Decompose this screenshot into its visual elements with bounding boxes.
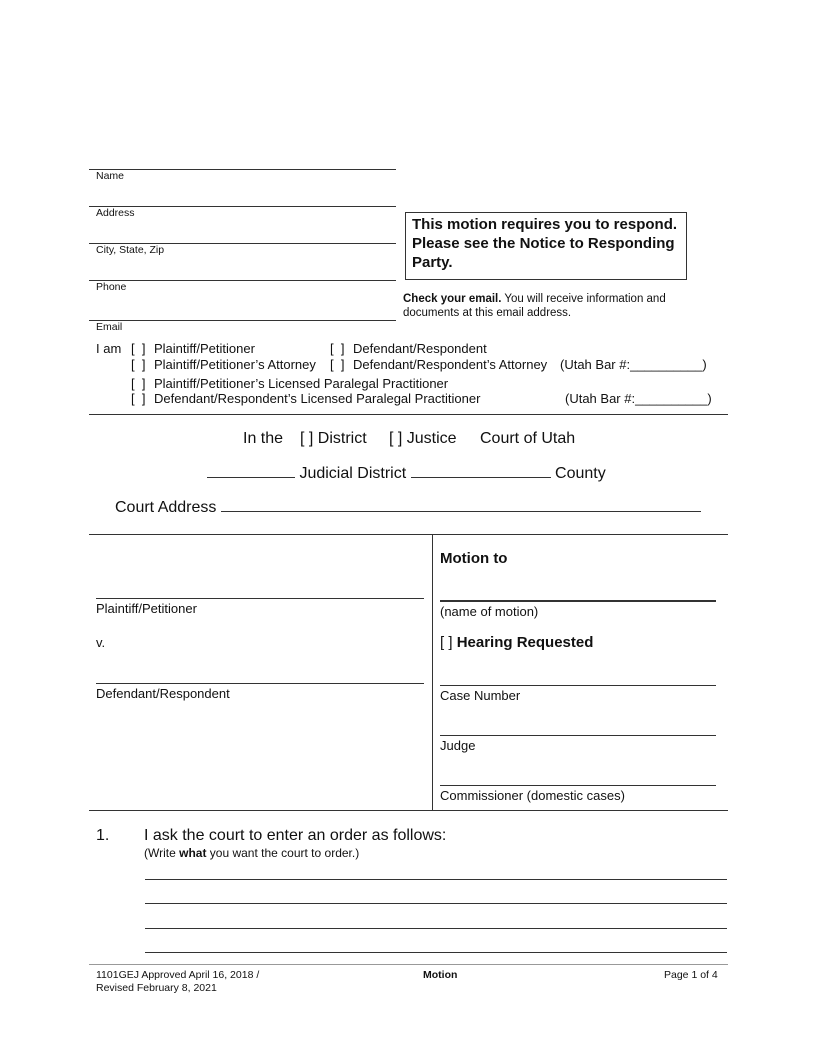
attorney-bar-number[interactable]: (Utah Bar #:__________): [560, 357, 707, 372]
phone-label: Phone: [96, 281, 127, 293]
defendant-attorney-checkbox[interactable]: [ ]: [330, 357, 345, 372]
email-label: Email: [96, 321, 123, 333]
justice-court-checkbox[interactable]: [ ] Justice: [389, 430, 457, 447]
order-line-2[interactable]: [145, 903, 727, 904]
judge-line[interactable]: [440, 735, 716, 736]
item-1-number: 1.: [96, 827, 110, 844]
court-address-label: Court Address: [115, 499, 217, 516]
defendant-attorney-option: Defendant/Respondent’s Attorney: [353, 357, 548, 372]
order-line-4[interactable]: [145, 952, 727, 953]
item-1-hint-prefix: (Write: [144, 846, 180, 860]
judicial-district-row: [207, 464, 606, 483]
item-1-hint-suffix: you want the court to order.): [206, 846, 360, 860]
plaintiff-name-line[interactable]: [96, 598, 424, 599]
plaintiff-lpp-checkbox[interactable]: [ ]: [131, 376, 146, 391]
plaintiff-attorney-option: Plaintiff/Petitioner’s Attorney: [154, 357, 316, 372]
notice-text: This motion requires you to respond. Please see the Notice to Responding Party.: [412, 216, 678, 271]
commissioner-line[interactable]: [440, 785, 716, 786]
court-address-blank[interactable]: [221, 498, 701, 512]
defendant-option: Defendant/Respondent: [353, 341, 487, 356]
defendant-checkbox[interactable]: [ ]: [330, 341, 345, 356]
footer-revised: Revised February 8, 2021: [96, 982, 217, 994]
caption-top-border: [89, 534, 728, 535]
footer-form-id: 1101GEJ Approved April 16, 2018 /: [96, 969, 260, 981]
item-1-hint: [144, 846, 359, 860]
versus-label: v.: [96, 635, 106, 650]
section-divider-top: [89, 414, 728, 415]
name-label: Name: [96, 170, 125, 182]
in-the-label: In the: [243, 430, 284, 447]
lpp-bar-number[interactable]: (Utah Bar #:__________): [565, 391, 712, 406]
footer-form-id-block: [96, 969, 259, 995]
commissioner-label: Commissioner (domestic cases): [440, 788, 625, 803]
order-line-3[interactable]: [145, 928, 727, 929]
defendant-name-line[interactable]: [96, 683, 424, 684]
order-line-1[interactable]: [145, 879, 727, 880]
defendant-caption-label: Defendant/Respondent: [96, 686, 230, 701]
name-of-motion-label: (name of motion): [440, 604, 539, 619]
notice-box: [405, 212, 687, 280]
name-line[interactable]: [89, 169, 396, 170]
i-am-label: I am: [96, 341, 122, 356]
court-of-utah-label: Court of Utah: [480, 430, 576, 447]
plaintiff-caption-label: Plaintiff/Petitioner: [96, 601, 197, 616]
email-note: [403, 292, 703, 320]
item-1-hint-bold: what: [179, 846, 207, 860]
caption-center-divider: [432, 534, 433, 810]
caption-bottom-border: [89, 810, 728, 811]
email-line[interactable]: [89, 320, 396, 321]
footer-page-number: Page 1 of 4: [664, 969, 718, 981]
motion-name-line[interactable]: [440, 600, 716, 602]
hearing-requested-row: [440, 634, 593, 651]
footer-divider: [89, 964, 728, 965]
judicial-district-label: Judicial District: [299, 465, 407, 482]
county-label: County: [555, 465, 606, 482]
city-state-zip-label: City, State, Zip: [96, 244, 165, 256]
hearing-requested-label: Hearing Requested: [456, 634, 594, 651]
plaintiff-attorney-checkbox[interactable]: [ ]: [131, 357, 146, 372]
judicial-district-blank[interactable]: [207, 464, 295, 478]
plaintiff-checkbox[interactable]: [ ]: [131, 341, 146, 356]
district-court-checkbox[interactable]: [ ] District: [300, 430, 367, 447]
footer-title: Motion: [423, 969, 458, 981]
address-line[interactable]: [89, 206, 396, 207]
address-label: Address: [96, 207, 135, 219]
county-blank[interactable]: [411, 464, 551, 478]
email-note-bold: Check your email.: [403, 293, 502, 305]
defendant-lpp-option: Defendant/Respondent’s Licensed Paralegal Practitioner: [154, 391, 481, 406]
motion-to-heading: Motion to: [440, 550, 508, 567]
phone-line[interactable]: [89, 280, 396, 281]
case-number-line[interactable]: [440, 685, 716, 686]
court-address-row: [115, 498, 701, 517]
item-1-text: I ask the court to enter an order as follows:: [144, 827, 447, 844]
hearing-requested-checkbox[interactable]: [ ]: [440, 634, 453, 651]
defendant-lpp-checkbox[interactable]: [ ]: [131, 391, 146, 406]
plaintiff-option: Plaintiff/Petitioner: [154, 341, 255, 356]
email-note-text: You will receive information and documents at this email address.: [403, 293, 666, 319]
case-number-label: Case Number: [440, 688, 521, 703]
plaintiff-lpp-option: Plaintiff/Petitioner’s Licensed Paralegal Practitioner: [154, 376, 449, 391]
judge-label: Judge: [440, 738, 476, 753]
